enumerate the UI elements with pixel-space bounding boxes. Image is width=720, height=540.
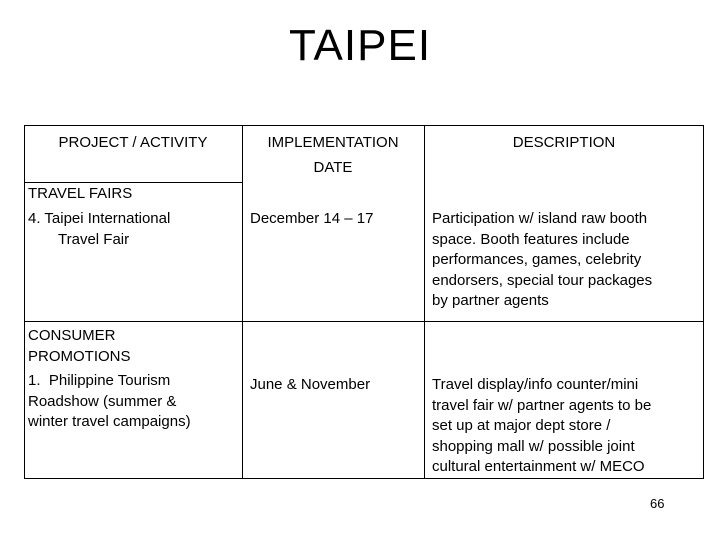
travel-fair-item-line1: 4. Taipei International bbox=[28, 210, 171, 227]
travel-fair-item bbox=[28, 209, 238, 250]
description-line: travel fair w/ partner agents to be bbox=[432, 396, 652, 414]
header-implementation-line1: IMPLEMENTATION bbox=[267, 134, 399, 151]
description-line: space. Booth features include bbox=[432, 230, 630, 248]
description-line: shopping mall w/ possible joint bbox=[432, 437, 635, 455]
section-heading-line2: PROMOTIONS bbox=[28, 347, 131, 365]
header-implementation-line2: DATE bbox=[313, 158, 353, 176]
section-heading-line1: CONSUMER bbox=[28, 327, 116, 344]
travel-fair-date: December 14 – 17 bbox=[250, 210, 374, 227]
roadshow-date: June & November bbox=[250, 376, 371, 393]
description-line: by partner agents bbox=[432, 292, 549, 309]
description-line: Travel display/info counter/mini bbox=[432, 376, 639, 393]
description-line: Participation w/ island raw booth bbox=[432, 210, 648, 227]
header-divider-left bbox=[24, 182, 242, 183]
roadshow-item-line: Roadshow (summer & bbox=[28, 392, 177, 410]
description-line: cultural entertainment w/ MECO bbox=[432, 458, 645, 475]
travel-fair-item-line2: Travel Fair bbox=[58, 230, 130, 248]
roadshow-description bbox=[432, 375, 700, 478]
slide-title: TAIPEI bbox=[288, 21, 432, 70]
column-divider-1 bbox=[242, 125, 243, 479]
description-line: performances, games, celebrity bbox=[432, 251, 642, 268]
header-project-activity: PROJECT / ACTIVITY bbox=[58, 134, 208, 151]
column-divider-2 bbox=[424, 125, 425, 479]
page-number: 66 bbox=[650, 496, 665, 511]
header-implementation-date bbox=[242, 133, 424, 178]
roadshow-item bbox=[28, 371, 238, 433]
header-description: DESCRIPTION bbox=[512, 134, 616, 151]
roadshow-item-line: winter travel campaigns) bbox=[28, 413, 191, 430]
roadshow-item-line: 1. Philippine Tourism bbox=[28, 372, 171, 389]
section-heading-travel-fairs: TRAVEL FAIRS bbox=[28, 185, 133, 202]
description-line: endorsers, special tour packages bbox=[432, 271, 653, 289]
row-divider bbox=[24, 321, 704, 322]
section-heading-consumer-promotions bbox=[28, 326, 131, 367]
description-line: set up at major dept store / bbox=[432, 417, 611, 434]
travel-fair-description bbox=[432, 209, 700, 312]
